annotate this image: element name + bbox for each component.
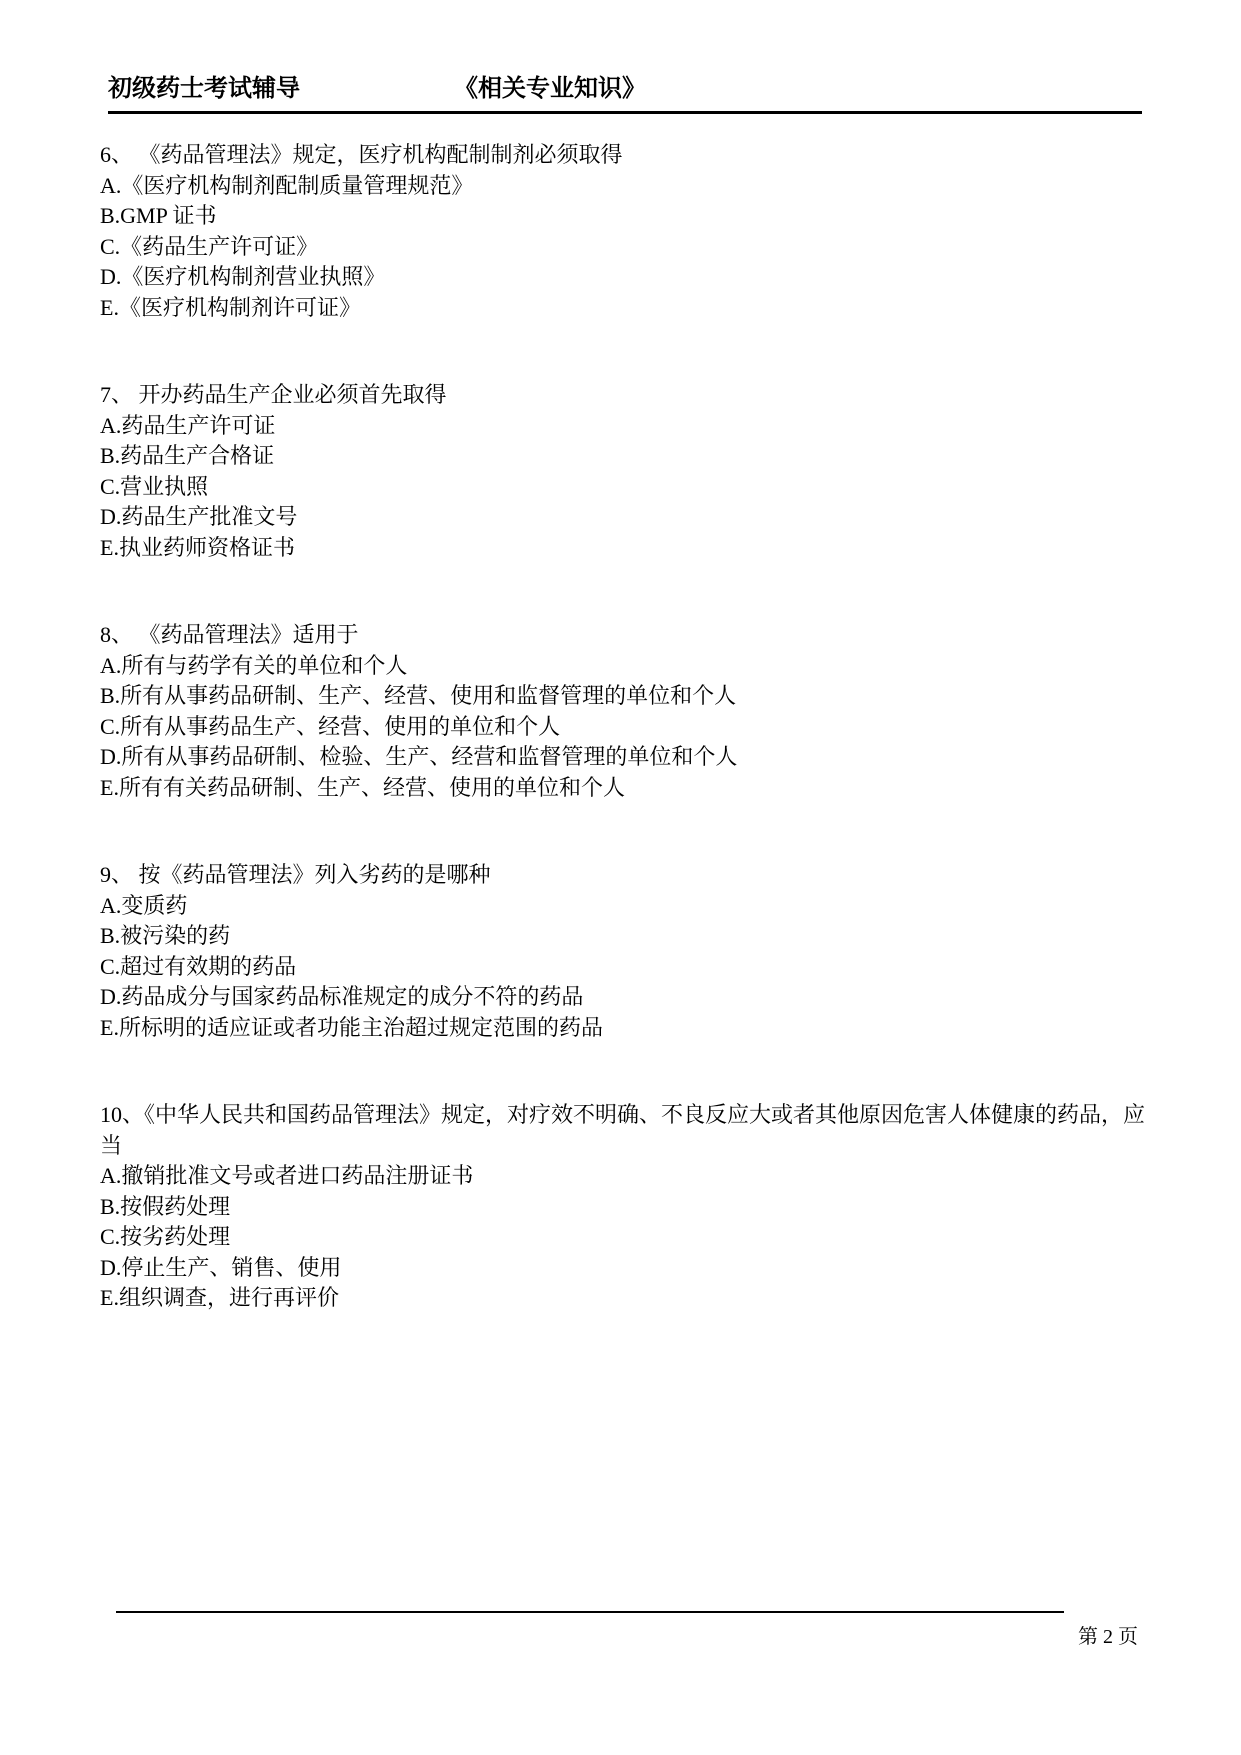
option-c: C.超过有效期的药品 [100,953,297,979]
question-9 [100,860,1145,1043]
option-a: A.所有与药学有关的单位和个人 [100,652,408,678]
question-stem: 8、 《药品管理法》适用于 [100,622,359,647]
option-b: B.按假药处理 [100,1193,231,1219]
option-d: D.《医疗机构制剂营业执照》 [100,264,386,289]
option-d: D.所有从事药品研制、检验、生产、经营和监督管理的单位和个人 [100,744,738,769]
option-c: C.《药品生产许可证》 [100,233,319,259]
question-stem: 10、《中华人民共和国药品管理法》规定，对疗效不明确、不良反应大或者其他原因危害人体健康的药品，应当 [100,1102,1146,1158]
option-b: B.药品生产合格证 [100,443,275,468]
option-d: D.药品生产批准文号 [100,504,298,529]
question-stem: 7、 开办药品生产企业必须首先取得 [100,382,447,407]
option-c: C.所有从事药品生产、经营、使用的单位和个人 [100,713,561,739]
option-e: E.组织调查，进行再评价 [100,1285,339,1310]
page-number: 第 2 页 [1078,1626,1138,1648]
option-b: B.被污染的药 [100,923,231,948]
option-c: C.营业执照 [100,473,209,499]
subject-title: 《相关专业知识》 [454,75,646,102]
footer-divider [116,1611,1064,1613]
option-d: D.停止生产、销售、使用 [100,1254,342,1280]
option-d: D.药品成分与国家药品标准规定的成分不符的药品 [100,984,584,1009]
question-8 [100,620,1145,803]
question-list [100,140,1145,1314]
option-b: B.所有从事药品研制、生产、经营、使用和监督管理的单位和个人 [100,683,737,708]
question-stem: 6、 《药品管理法》规定，医疗机构配制制剂必须取得 [100,142,623,167]
option-a: A.变质药 [100,892,188,918]
option-e: E.执业药师资格证书 [100,534,295,560]
option-b: B.GMP 证书 [100,203,217,228]
page-header [108,76,1142,114]
option-c: C.按劣药处理 [100,1224,231,1249]
option-a: A.撤销批准文号或者进口药品注册证书 [100,1163,474,1188]
question-10 [100,1100,1145,1314]
option-a: A.药品生产许可证 [100,412,276,438]
course-title: 初级药士考试辅导 [108,75,300,102]
option-e: E.《医疗机构制剂许可证》 [100,294,361,320]
option-a: A.《医疗机构制剂配制质量管理规范》 [100,172,474,198]
question-stem: 9、 按《药品管理法》列入劣药的是哪种 [100,862,491,887]
question-7 [100,380,1145,563]
option-e: E.所标明的适应证或者功能主治超过规定范围的药品 [100,1014,603,1040]
question-6 [100,140,1145,323]
option-e: E.所有有关药品研制、生产、经营、使用的单位和个人 [100,774,625,800]
